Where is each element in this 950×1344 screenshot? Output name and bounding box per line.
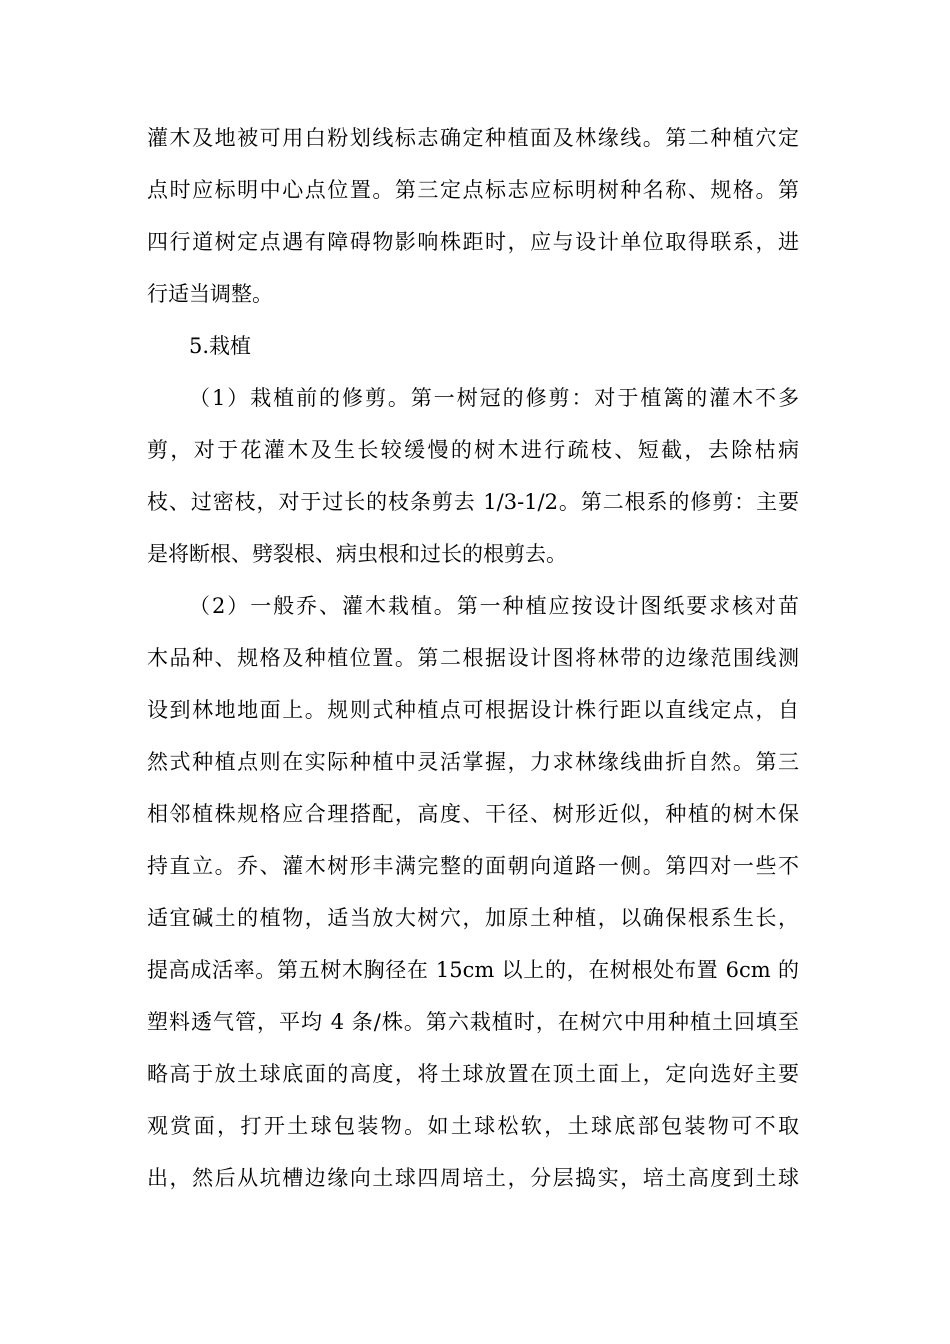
text-line: 相邻植株规格应合理搭配，高度、干径、树形近似，种植的树木保 [147,802,799,826]
text-line: 剪，对于花灌木及生长较缓慢的树木进行疏枝、短截，去除枯病 [147,438,799,462]
text-line: 设到林地地面上。规则式种植点可根据设计株行距以直线定点，自 [147,698,799,722]
text-line: 塑料透气管，平均 4 条/株。第六栽植时，在树穴中用种植土回填至 [147,1010,799,1034]
section-heading: 5.栽植 [189,334,252,358]
text-line: 出，然后从坑槽边缘向土球四周培土，分层捣实，培土高度到土球 [147,1166,799,1190]
text-line: 四行道树定点遇有障碍物影响株距时，应与设计单位取得联系，进 [147,230,799,254]
text-line: 木品种、规格及种植位置。第二根据设计图将林带的边缘范围线测 [147,646,799,670]
text-line: 略高于放土球底面的高度，将土球放置在顶土面上，定向选好主要 [147,1062,799,1086]
text-line: 提高成活率。第五树木胸径在 15cm 以上的，在树根处布置 6cm 的 [147,958,799,982]
paragraph-general-planting [147,580,799,1204]
paragraph-marking-planting [147,112,799,320]
paragraph-pruning [147,372,799,580]
text-line: 行适当调整。 [147,282,273,306]
section-heading-planting [147,320,799,372]
document-body [147,112,799,1204]
text-line: 枝、过密枝，对于过长的枝条剪去 1/3-1/2。第二根系的修剪：主要 [147,490,799,514]
text-line: 持直立。乔、灌木树形丰满完整的面朝向道路一侧。第四对一些不 [147,854,799,878]
text-line: 然式种植点则在实际种植中灵活掌握，力求林缘线曲折自然。第三 [147,750,799,774]
text-line: 点时应标明中心点位置。第三定点标志应标明树种名称、规格。第 [147,178,799,202]
text-line: 灌木及地被可用白粉划线标志确定种植面及林缘线。第二种植穴定 [147,126,799,150]
text-line: 适宜碱土的植物，适当放大树穴，加原土种植，以确保根系生长， [147,906,799,930]
text-line: 观赏面，打开土球包装物。如土球松软，土球底部包装物可不取 [147,1114,799,1138]
text-line: （1）栽植前的修剪。第一树冠的修剪：对于植篱的灌木不多 [189,386,799,410]
text-line: 是将断根、劈裂根、病虫根和过长的根剪去。 [147,542,567,566]
text-line: （2）一般乔、灌木栽植。第一种植应按设计图纸要求核对苗 [189,594,799,618]
